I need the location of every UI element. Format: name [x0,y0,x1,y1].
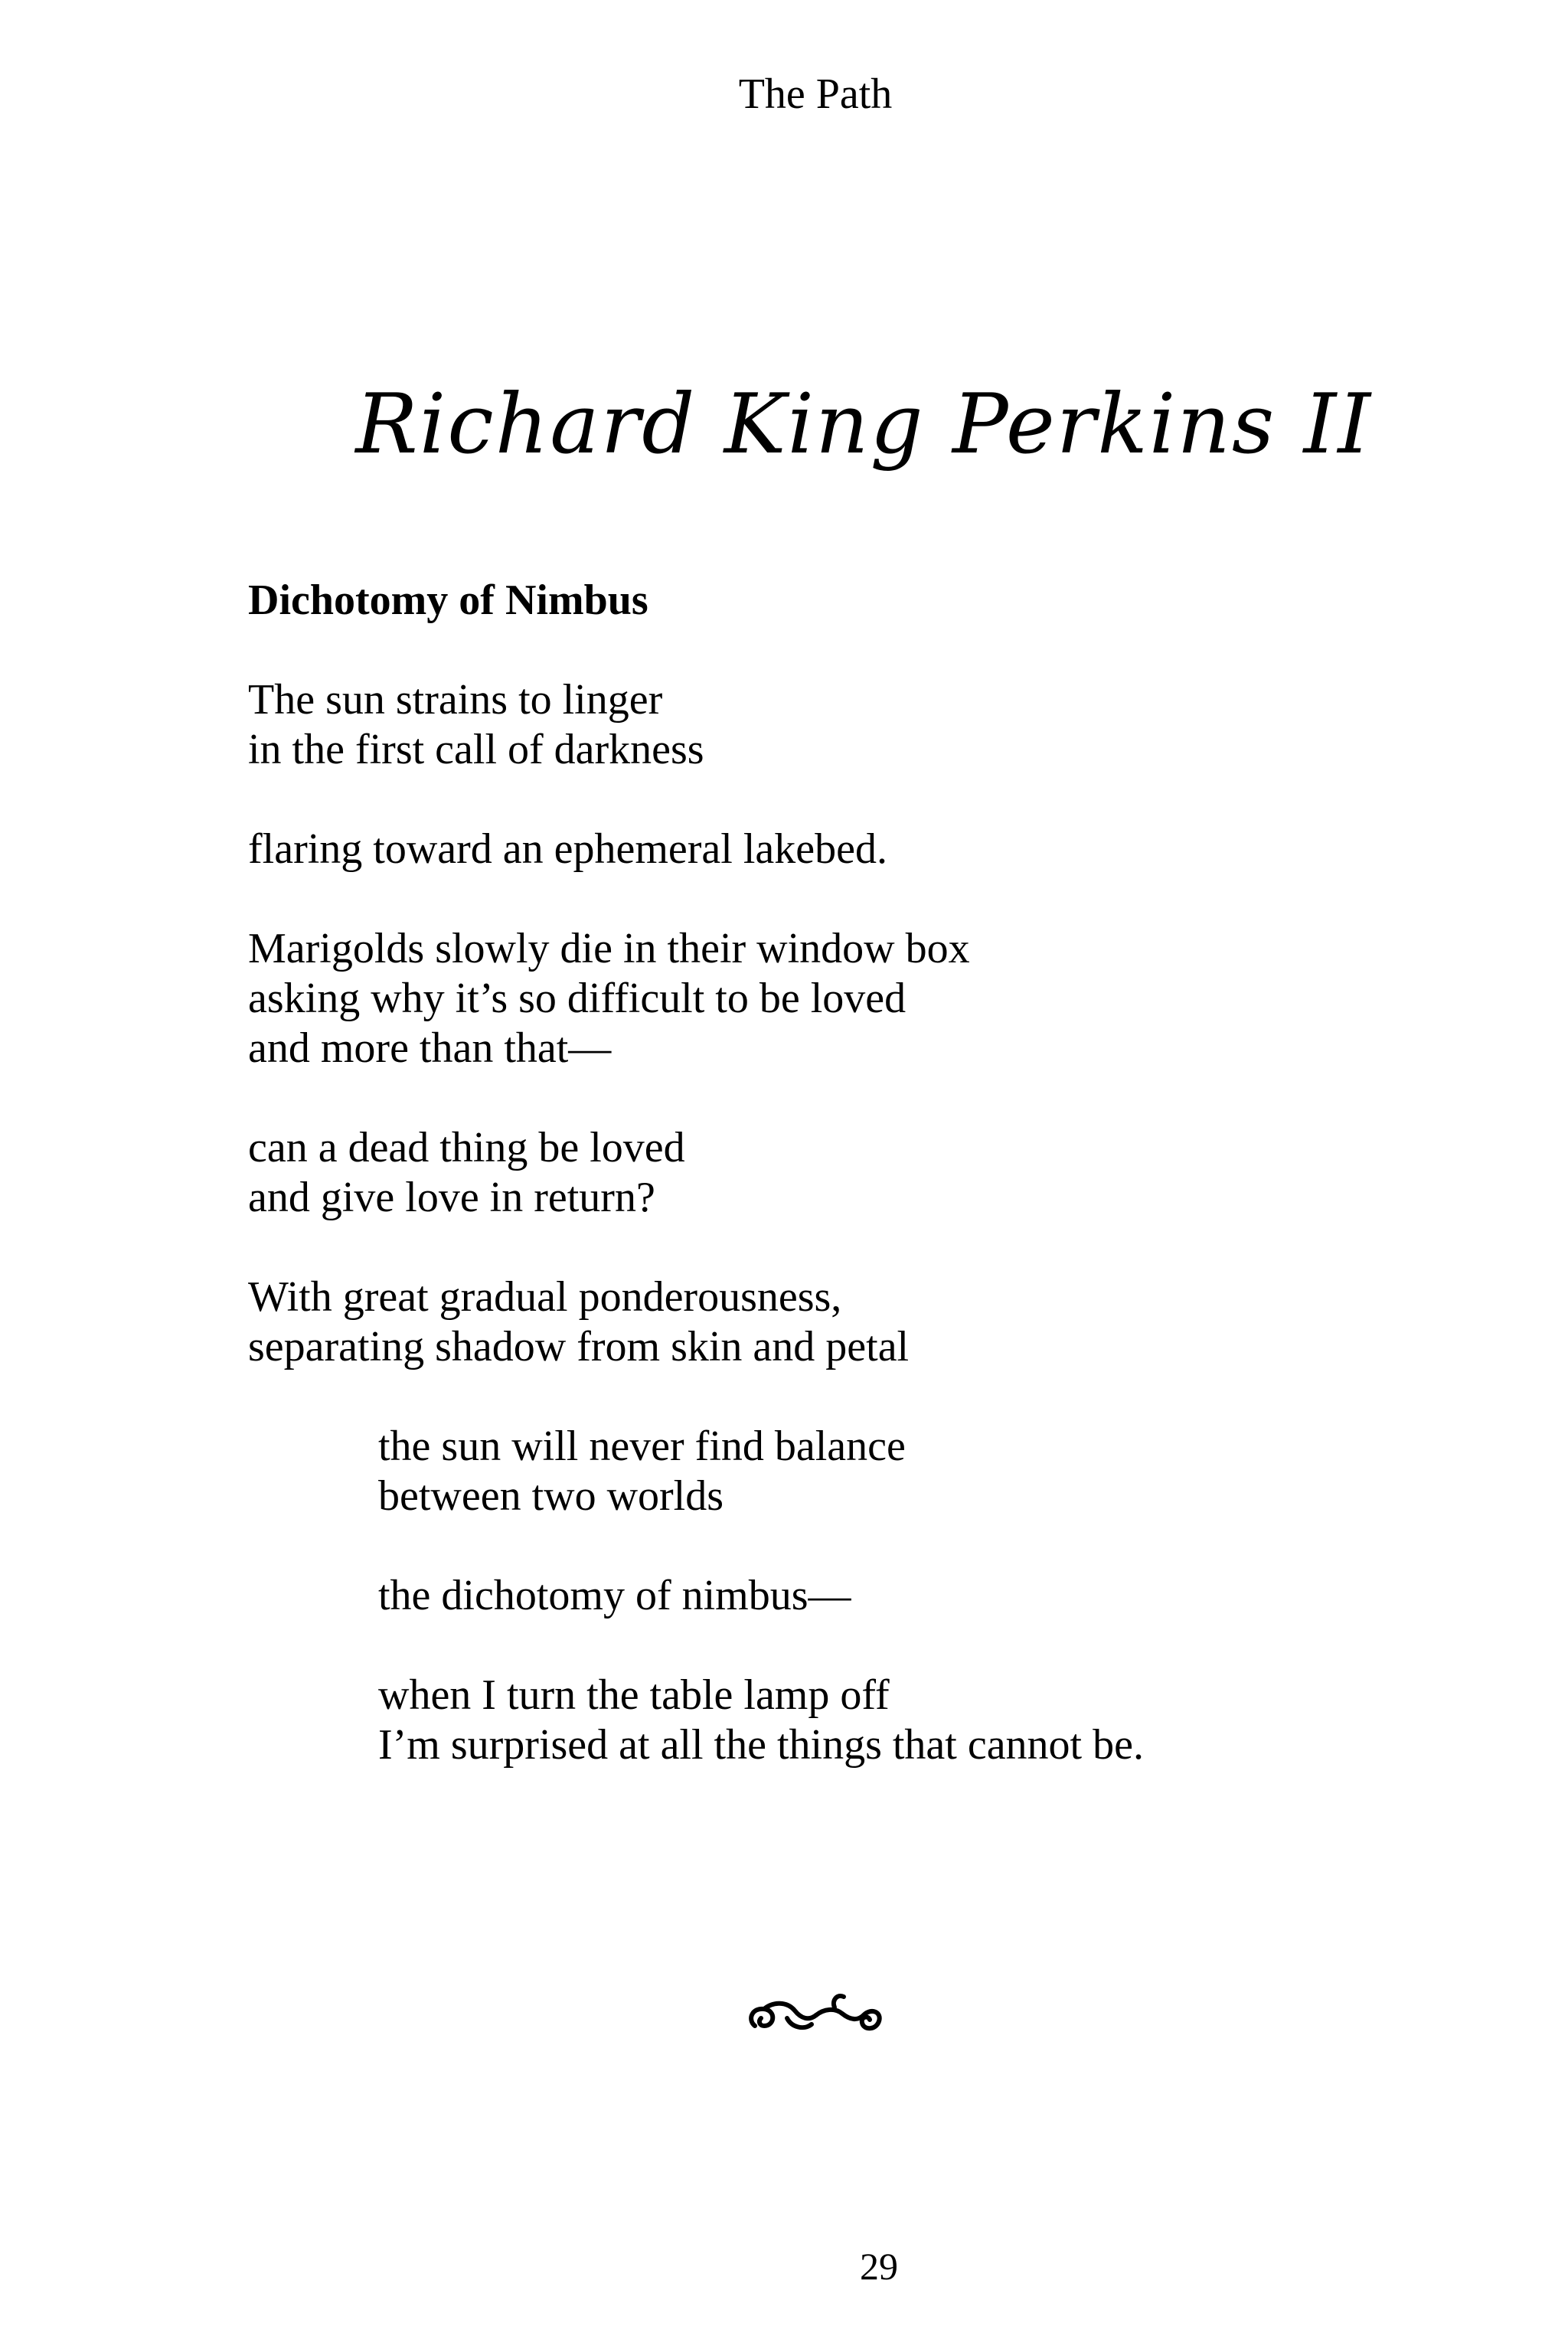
poem-line: The sun strains to linger [248,676,663,724]
poem-title: Dichotomy of Nimbus [248,577,648,624]
stanza [248,1123,1396,1223]
flourish-ornament-icon [741,1988,887,2041]
poem-line: With great gradual ponderousness, [248,1273,842,1321]
stanza [248,1272,1396,1372]
poem-line: the sun will never find balance [378,1423,906,1470]
poem-line: asking why it’s so difficult to be loved [248,975,906,1022]
poem-line: between two worlds [378,1472,724,1520]
author-name: Richard King Perkins II [355,377,1372,472]
poem-line: Marigolds slowly die in their window box [248,925,970,972]
indented-stanza [248,1671,1396,1770]
poem-line: when I turn the table lamp off [378,1671,890,1719]
poem [248,576,1396,1820]
stanza [248,924,1396,1073]
indented-stanza [248,1422,1396,1521]
poem-line: in the first call of darkness [248,726,704,773]
poem-line: can a dead thing be loved [248,1124,685,1171]
poem-line: I’m surprised at all the things that cannot be. [378,1721,1144,1769]
poem-line: flaring toward an ephemeral lakebed. [248,825,887,873]
poem-line: separating shadow from skin and petal [248,1323,910,1370]
poem-line: and give love in return? [248,1174,655,1221]
page-number: 29 [860,2245,898,2288]
stanza [248,675,1396,775]
poem-line: and more than that— [248,1024,612,1072]
stanza [248,825,1396,874]
poem-line: the dichotomy of nimbus— [378,1572,851,1619]
running-header: The Path [738,70,893,118]
indented-stanza [248,1571,1396,1621]
